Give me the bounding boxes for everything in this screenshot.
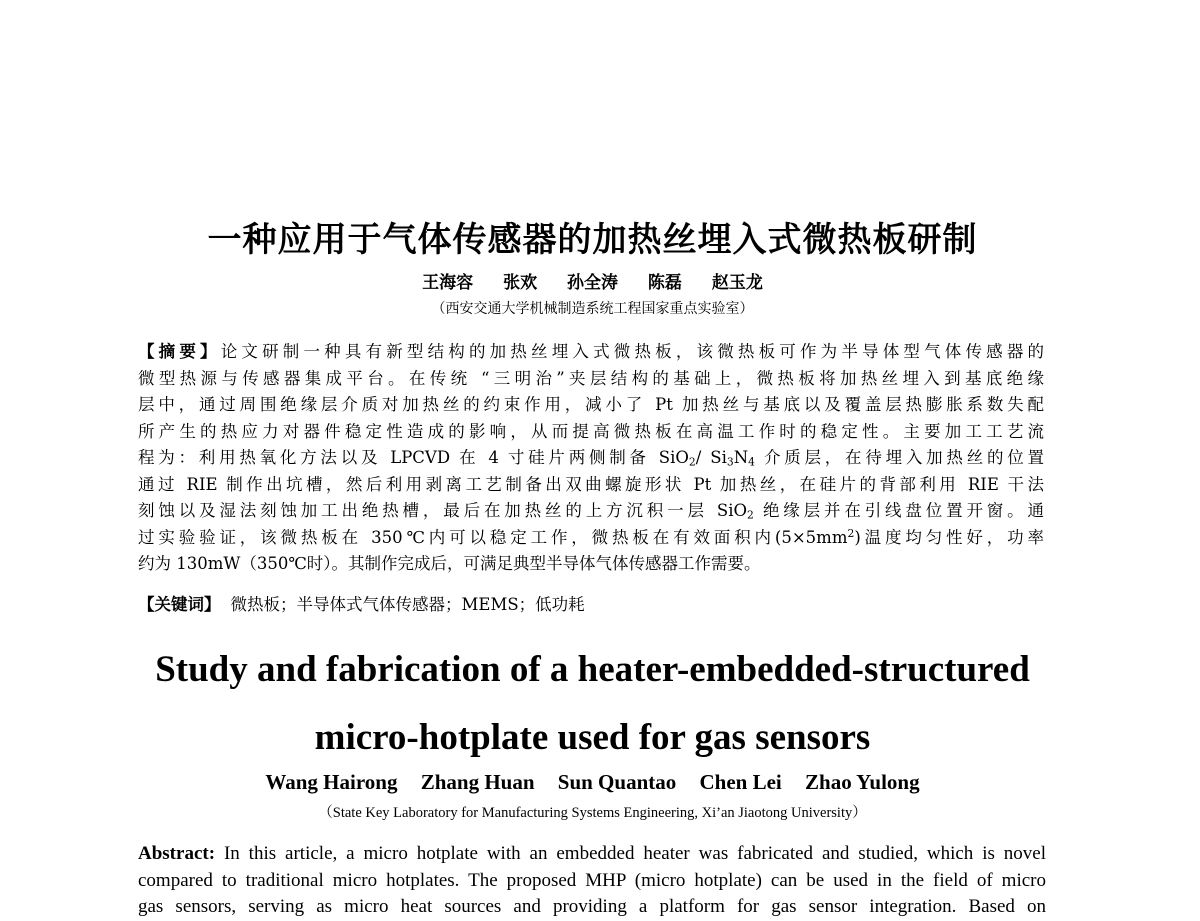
abstract-line: 【摘要】论文研制一种具有新型结构的加热丝埋入式微热板，该微热板可作为半导体型气体传感器的: [138, 342, 1044, 361]
author: Sun Quantao: [557, 770, 677, 794]
author: 孙全涛: [567, 273, 618, 293]
abstract-label: 【摘要】: [138, 342, 221, 361]
abstract-line: 所产生的热应力对器件稳定性造成的影响，从而提高微热板在高温工作时的稳定性。主要加工工艺流: [138, 421, 1044, 441]
abstract-label: Abstract:: [138, 843, 216, 864]
english-title-line-2: micro-hotplate used for gas sensors: [314, 717, 871, 758]
author: 张欢: [503, 273, 538, 293]
chinese-affiliation: （西安交通大学机械制造系统工程国家重点实验室）: [431, 301, 754, 317]
author: 陈磊: [647, 273, 682, 293]
keywords-text: 微热板；半导体式气体传感器；MEMS；低功耗: [230, 595, 585, 614]
abstract-line: gas sensors, serving as micro heat sources and providing a platform for gas sensor integration. Based on: [138, 896, 1046, 917]
abstract-line: 约为 130mW（350℃时）。其制作完成后，可满足典型半导体气体传感器工作需要。: [138, 554, 761, 573]
keywords-label: 【关键词】: [138, 595, 221, 614]
english-title-line-1: Study and fabrication of a heater-embedded-structured: [155, 649, 1030, 690]
chinese-abstract: [138, 339, 1044, 578]
abstract-line: 过实验验证，该微热板在 350℃内可以稳定工作，微热板在有效面积内$(5\times 5mm^2)$温度均匀性好，功率: [138, 526, 1044, 547]
chinese-keywords: [138, 592, 1044, 618]
abstract-line: 微型热源与传感器集成平台。在传统 “三明治”夹层结构的基础上，微热板将加热丝埋入到基底绝缘: [138, 368, 1044, 388]
abstract-line: 程为：利用热氧化方法以及 LPCVD 在 4 寸硅片两侧制备 SiO$_2$/ $Si_3N_4$ 介质层，在待埋入加热丝的位置: [138, 448, 1044, 469]
english-affiliation: （State Key Laboratory for Manufacturing Systems Engineering, Xi’an Jiaotong University）: [318, 805, 867, 821]
chinese-authors: [0, 268, 1185, 293]
author: Chen Lei: [699, 770, 782, 794]
abstract-line: 层中，通过周围绝缘层介质对加热丝的约束作用，减小了 Pt 加热丝与基底以及覆盖层热膨胀系数失配: [138, 395, 1044, 414]
author: 王海容: [422, 273, 474, 293]
chinese-title: 一种应用于气体传感器的加热丝埋入式微热板研制: [207, 220, 978, 260]
author: Zhang Huan: [420, 770, 535, 794]
abstract-line: 通过 RIE 制作出坑槽，然后利用剥离工艺制备出双曲螺旋形状 Pt 加热丝，在硅片的背部利用 RIE 干法: [138, 474, 1044, 494]
english-abstract: [138, 841, 1046, 921]
author: Wang Hairong: [265, 770, 398, 794]
abstract-line: Abstract: In this article, a micro hotplate with an embedded heater was fabricated and studied, which is novel: [138, 843, 1046, 864]
abstract-line: 刻蚀以及湿法刻蚀加工出绝热槽，最后在加热丝的上方沉积一层 SiO$_2$ 绝缘层并在引线盘位置开窗。通: [138, 501, 1044, 522]
english-authors: [0, 770, 1185, 795]
abstract-line: compared to traditional micro hotplates. The proposed MHP (micro hotplate) can be used in the field of micro: [138, 869, 1046, 891]
author: Zhao Yulong: [805, 770, 920, 794]
author: 赵玉龙: [711, 273, 763, 293]
